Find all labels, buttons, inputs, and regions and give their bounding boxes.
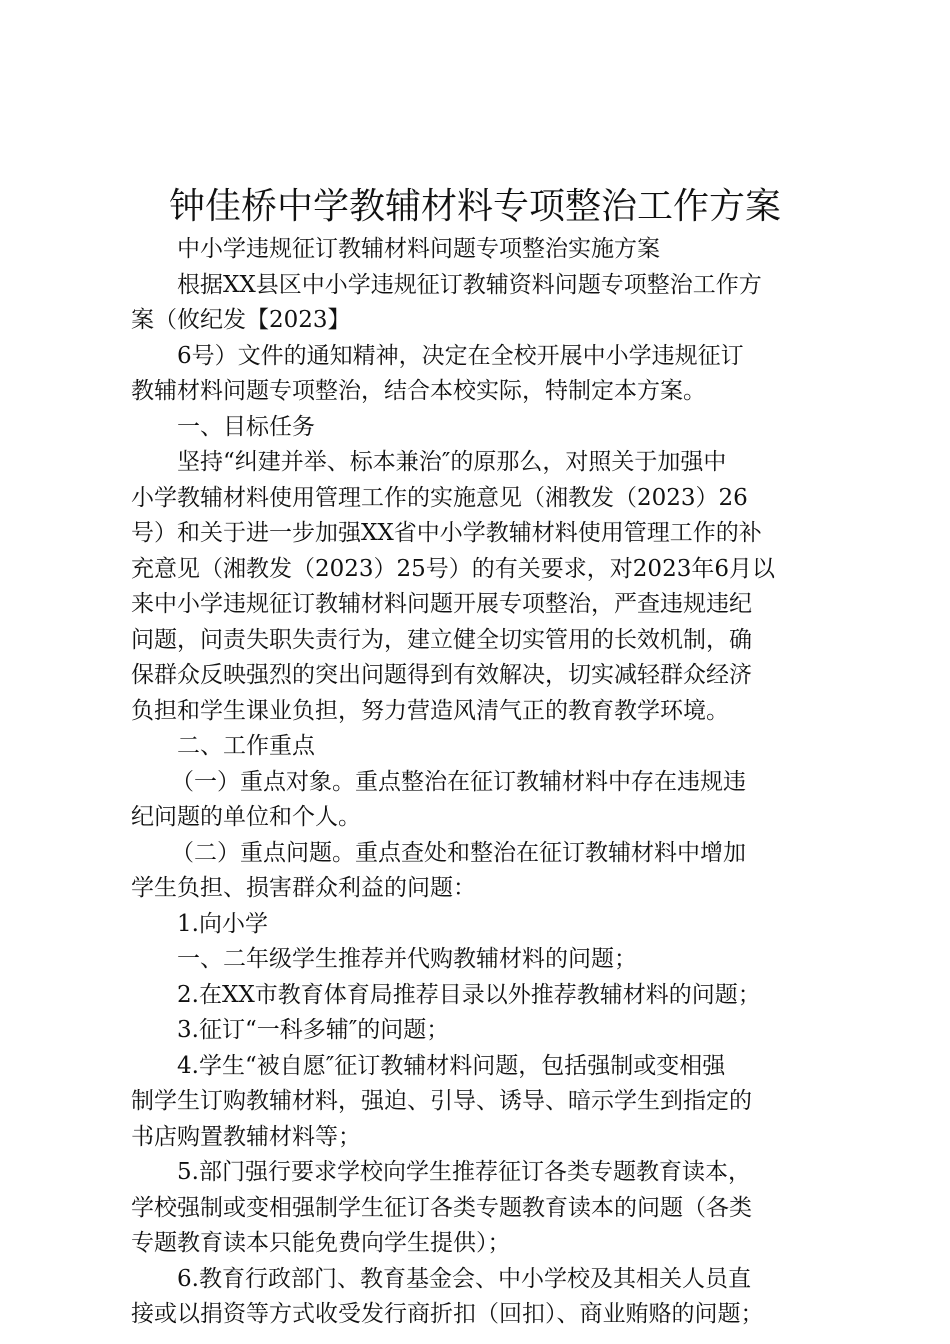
list-item: 6.教育行政部门、教育基金会、中小学校及其相关人员直 (177, 1265, 751, 1292)
list-item: 4.学生“被自愿″征订教辅材料问题，包括强制或变相强 (177, 1052, 726, 1079)
text-line: （一）重点对象。重点整治在征订教辅材料中存在违规违 (171, 768, 746, 795)
text-line: 号）和关于进一步加强XX省中小学教辅材料使用管理工作的补 (131, 520, 762, 546)
list-item: 2.在XX市教育体育局推荐目录以外推荐教辅材料的问题； (177, 981, 761, 1008)
list-item: 3.征订“一科多辅″的问题； (177, 1017, 450, 1043)
text-line: 接或以捐资等方式收受发行商折扣（回扣）、商业贿赂的问题； (131, 1301, 764, 1327)
text-line: 案（攸纪发【2023】 (131, 307, 351, 333)
text-line: 坚持“纠建并举、标本兼治″的原那么，对照关于加强中 (177, 449, 727, 475)
text-line: 问题，问责失职失责行为，建立健全切实管用的长效机制，确 (131, 626, 752, 653)
list-item: 1.向小学 (177, 910, 268, 937)
text-line: 教辅材料问题专项整治，结合本校实际，特制定本方案。 (131, 378, 706, 404)
text-line: 书店购置教辅材料等； (131, 1123, 361, 1150)
text-line: 来中小学违规征订教辅材料问题开展专项整治，严查违规违纪 (131, 591, 752, 617)
text-line: 根据XX县区中小学违规征订教辅资料问题专项整治工作方 (177, 271, 762, 298)
text-line: （二）重点问题。重点查处和整治在征订教辅材料中增加 (171, 839, 746, 866)
document-title: 钟佳桥中学教辅材料专项整治工作方案 (168, 186, 781, 227)
text-line: 负担和学生课业负担，努力营造风清气正的教育教学环境。 (131, 697, 729, 724)
text-line: 纪问题的单位和个人。 (131, 804, 361, 830)
text-line: 6号）文件的通知精神，决定在全校开展中小学违规征订 (177, 342, 744, 369)
text-line: 充意见（湘教发（2023）25号）的有关要求，对2023年6月以 (131, 555, 775, 582)
section-heading: 一、目标任务 (177, 413, 315, 440)
section-heading: 二、工作重点 (177, 733, 315, 759)
text-line: 小学教辅材料使用管理工作的实施意见（湘教发（2023）26 (131, 484, 748, 511)
text-line: 中小学违规征订教辅材料问题专项整治实施方案 (177, 236, 660, 262)
text-line: 学生负担、损害群众利益的问题： (131, 875, 476, 901)
text-line: 专题教育读本只能免费向学生提供）； (131, 1230, 511, 1256)
text-line: 学校强制或变相强制学生征订各类专题教育读本的问题（各类 (131, 1194, 752, 1221)
text-line: 保群众反映强烈的突出问题得到有效解决，切实减轻群众经济 (131, 662, 752, 688)
text-line: 制学生订购教辅材料，强迫、引导、诱导、暗示学生到指定的 (131, 1088, 752, 1114)
document-body (131, 232, 821, 1333)
text-line: 一、二年级学生推荐并代购教辅材料的问题； (177, 946, 637, 972)
list-item: 5.部门强行要求学校向学生推荐征订各类专题教育读本， (177, 1159, 751, 1185)
